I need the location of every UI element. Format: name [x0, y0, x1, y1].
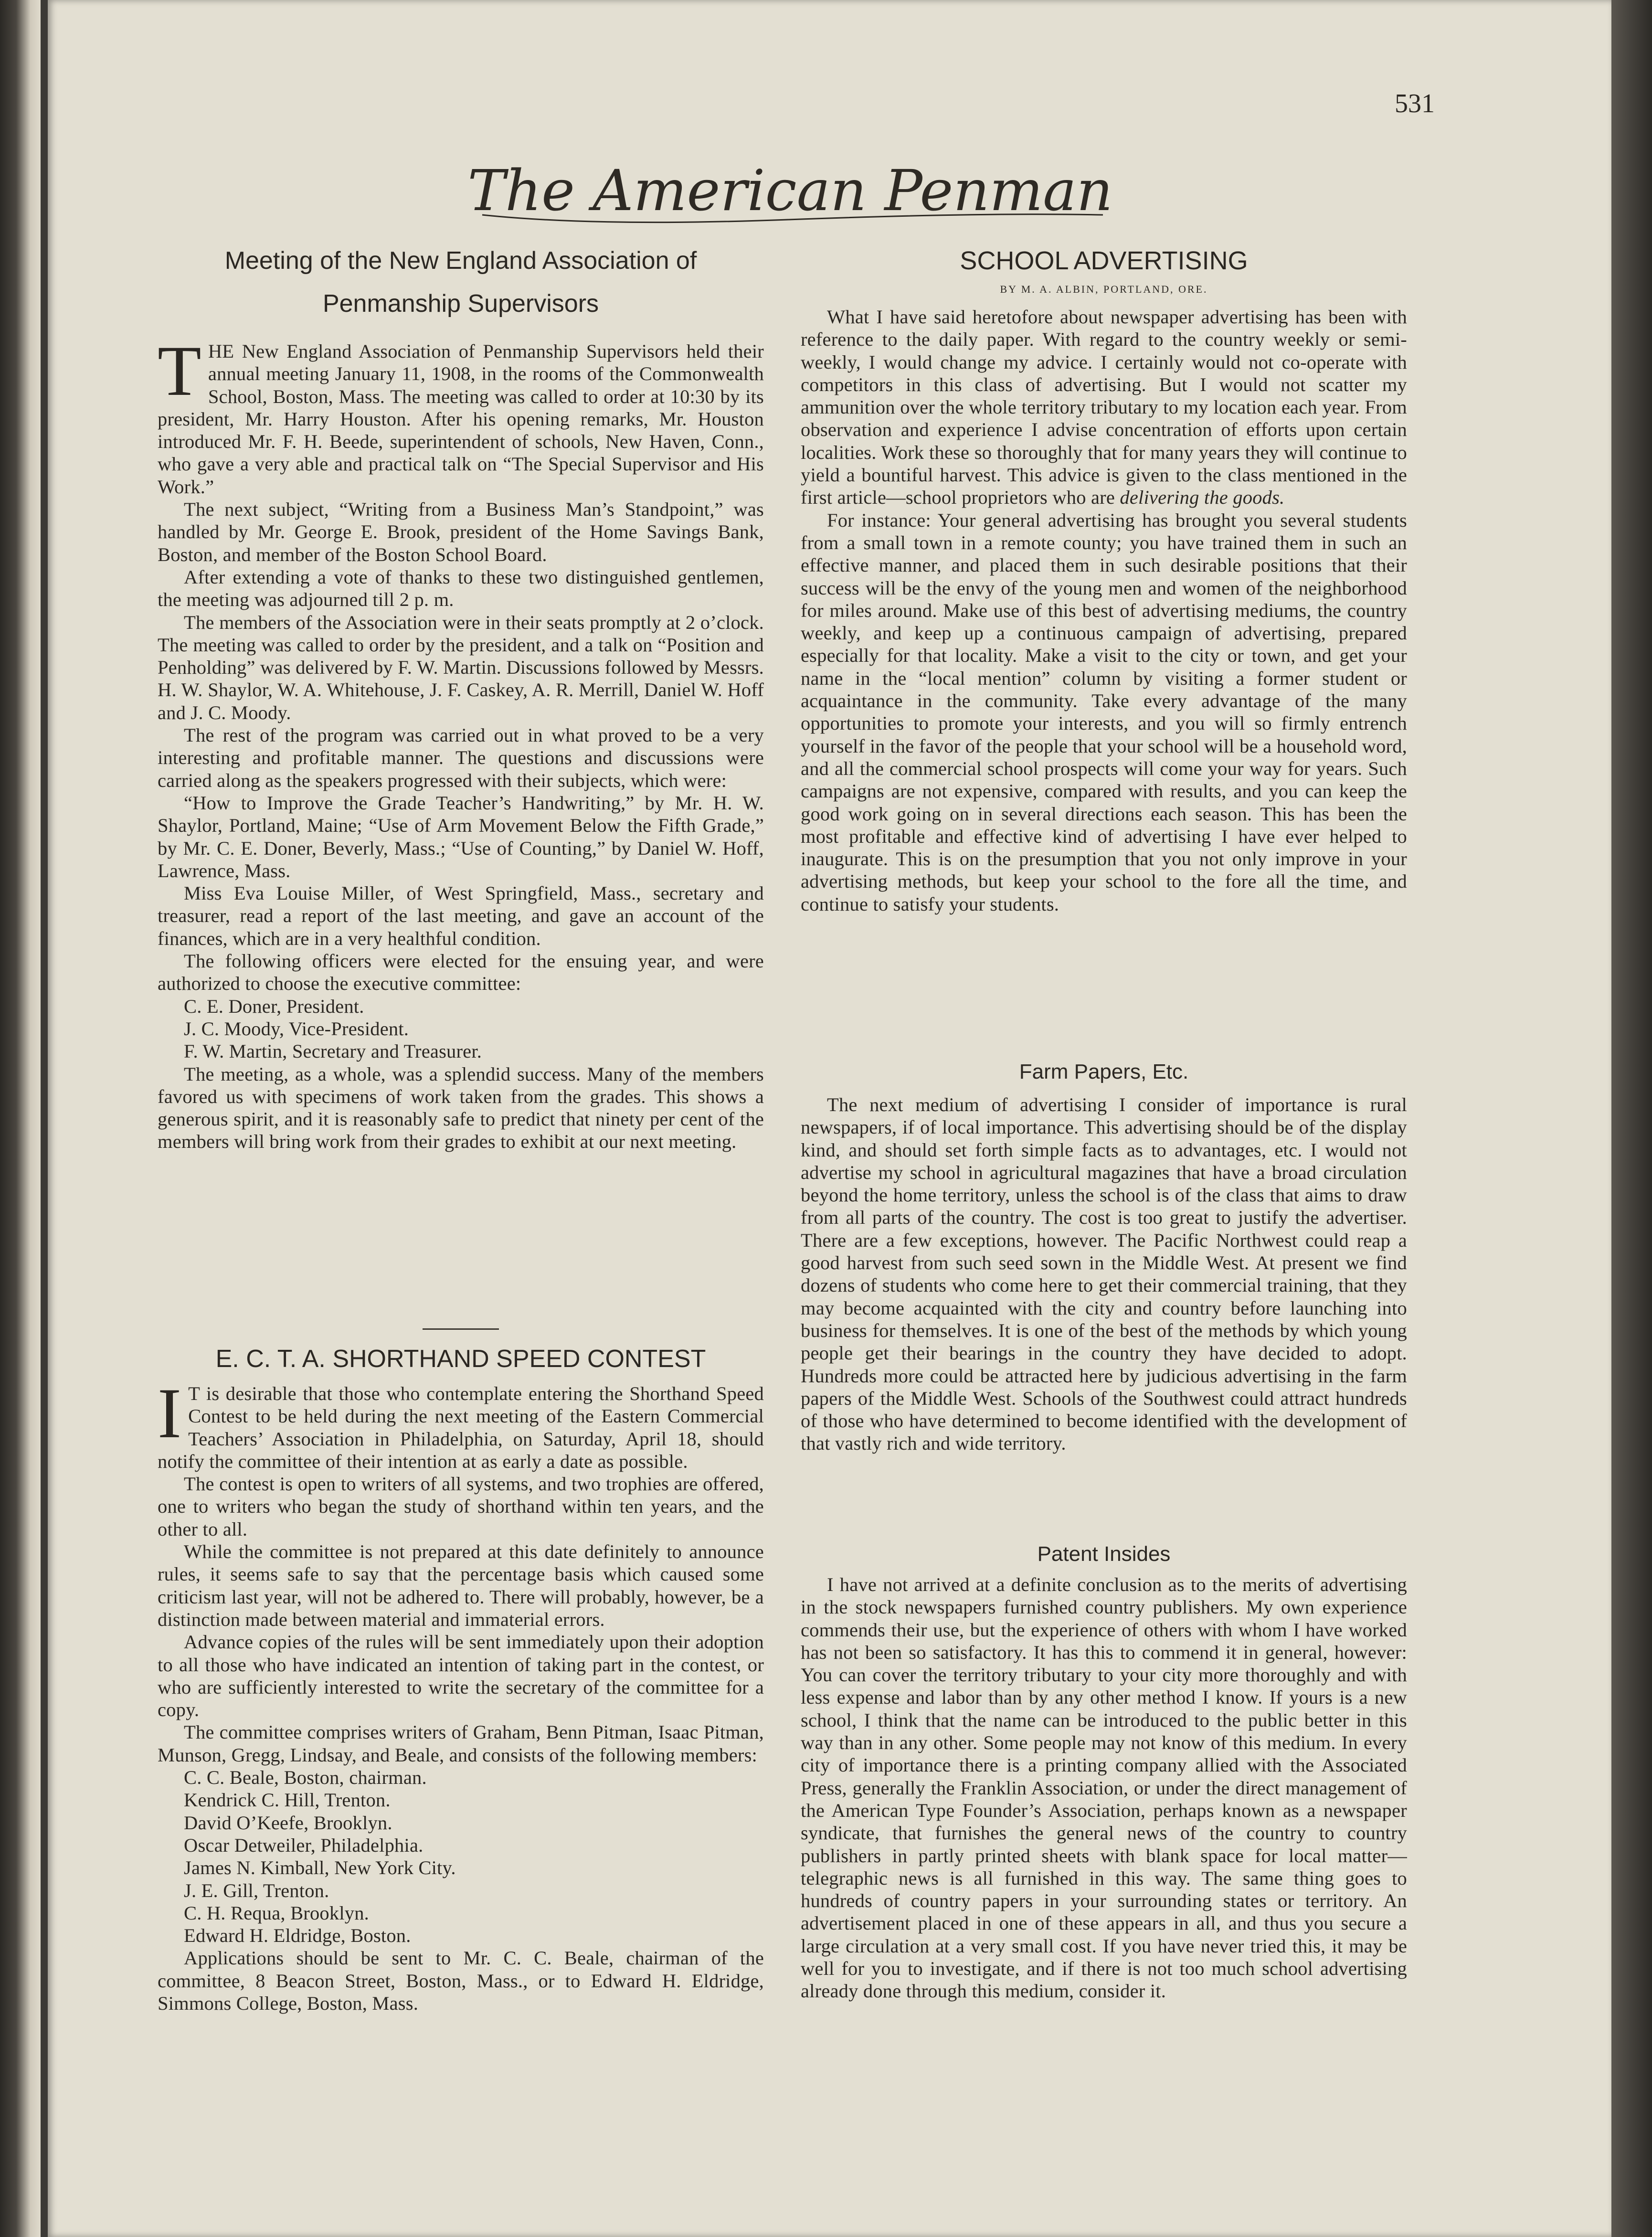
section-divider [423, 1328, 499, 1330]
paragraph: I have not arrived at a definite conclusion as to the merits of advertising in the stock newspapers furnished country publishers. My own experience commends their use, but the experience of others with whom I have worked has not been so satisfactory. It has this to commend it in general, however: You can cover the territory tributary to your city more thoroughly and with less expense and labor than by any other method I know. If yours is a new school, I think that the name can be introduced to the public better in this way than in any other. Some people may not know of this medium. In every city of importance there is a printing company allied with the Associated Press, generally the Franklin Association, or under the direct management of the American Type Founder’s Association, perhaps known as a newspaper syndicate, that furnishes the general news of the country to country publishers in partly printed sheets with blank space for local matter—telegraphic news is all furnished in this way. The same thing goes to hundreds of country papers in your surrounding states or territory. An advertisement placed in one of these appears in all, and thus you secure a large circulation at a very small cost. If you have never tried this, it may be well for you to investigate, and if there is not too much school advertising already done through this medium, consider it. [801, 1574, 1407, 2002]
section-farm-papers [801, 1093, 1407, 1455]
paragraph-text: What I have said heretofore about newspaper advertising has been with reference to the daily paper. With regard to the country weekly or semi-weekly, I would change my advice. I certainly would not co-operate with competitors in this class of advertising. But I would not scatter my ammunition over the whole territory tributary to my location each year. From observation and experience I advise concentration of efforts upon certain localities. Work these so thoroughly that for many years they will continue to yield a bountiful harvest. This advice is given to the class mentioned in the first article—school proprietors who are [801, 306, 1407, 509]
article-body-shorthand [158, 1374, 764, 2014]
paragraph: The contest is open to writers of all systems, and two trophies are offered, one to writers who began the study of shorthand within ten years, and the other to all. [158, 1473, 764, 1540]
emphasis: delivering the goods. [1120, 487, 1285, 509]
article-body-meeting [158, 331, 764, 1153]
paragraph: The committee comprises writers of Graham, Benn Pitman, Isaac Pitman, Munson, Gregg, Lindsay, and Beale, and consists of the following members: [158, 1721, 764, 1766]
background-edge [1611, 0, 1652, 2237]
paragraph: The meeting, as a whole, was a splendid success. Many of the members favored us with specimens of work taken from the grades. This shows a generous spirit, and it is reasonably safe to predict that ninety per cent of the members will bring work from their grades to exhibit at our next meeting. [158, 1063, 764, 1153]
subhead-patent-insides: Patent Insides [1037, 1542, 1171, 1566]
section-patent-insides [801, 1573, 1407, 2003]
paragraph: The next medium of advertising I consider of importance is rural newspapers, if of local importance. This advertising should be of the display kind, and should set forth simple facts as to advantages, etc. I would not advertise my school in agricultural magazines that have a broad circulation beyond the home territory, unless the school is of the class that aims to draw from all parts of the country. The cost is too great to justify the advertiser. There are a few exceptions, however. The Pacific Northwest could reap a good harvest from such seed sown in the Middle West. At present we find dozens of students who come here to get their commercial training, that they may become acquainted with the city and country before launching into business for themselves. It is one of the best of the methods by which young people get their bearings in the country they have decided to adopt. Hundreds more could be attracted here by judicious advertising in the farm papers of the Middle West. Schools of the Southwest could attract hundreds of those who have determined to become identified with the development of that vastly rich and wide territory. [801, 1094, 1407, 1454]
member-line: David O’Keefe, Brooklyn. [184, 1812, 392, 1834]
paragraph [801, 306, 1407, 509]
article-body-school-advertising [801, 306, 1407, 915]
article-title-shorthand: E. C. T. A. SHORTHAND SPEED CONTEST [215, 1345, 706, 1373]
officer-line: J. C. Moody, Vice-President. [184, 1018, 409, 1039]
article-title-meeting [158, 246, 764, 318]
paragraph: Advance copies of the rules will be sent immediately upon their adoption to all those who have indicated an intention of taking part in the contest, or who are sufficiently interested to write the secretary of the committee for a copy. [158, 1631, 764, 1721]
dropcap: T [158, 331, 201, 411]
officer-line: F. W. Martin, Secretary and Treasurer. [184, 1040, 482, 1062]
member-line: Oscar Detweiler, Philadelphia. [184, 1834, 424, 1856]
page-number: 531 [1395, 89, 1435, 118]
paragraph: T is desirable that those who contemplate entering the Shorthand Speed Contest to be held during the next meeting of the Eastern Commercial Teachers’ Association in Philadelphia, on Saturday, April 18, should notify the committee of their intention at as early a date as possible. [158, 1383, 764, 1472]
member-line: C. C. Beale, Boston, chairman. [184, 1767, 427, 1789]
book-spine-shadow [0, 0, 41, 2237]
article-title-line2: Penmanship Supervisors [322, 290, 599, 318]
paragraph: The following officers were elected for the ensuing year, and were authorized to choose the executive committee: [158, 950, 764, 995]
paragraph: The next subject, “Writing from a Business Man’s Standpoint,” was handled by Mr. George E. Brook, president of the Home Savings Bank, Boston, and member of the Boston School Board. [158, 498, 764, 565]
page [48, 0, 1611, 2237]
paragraph: After extending a vote of thanks to these two distinguished gentlemen, the meeting was adjourned till 2 p. m. [158, 566, 764, 611]
byline: BY M. A. ALBIN, PORTLAND, ORE. [1000, 283, 1208, 295]
member-line: C. H. Requa, Brooklyn. [184, 1902, 370, 1924]
paragraph: While the committee is not prepared at this date definitely to announce rules, it seems safe to say that the percentage basis which caused some criticism last year, will not be adhered to. There will probably, however, be a distinction made between material and immaterial errors. [158, 1541, 764, 1630]
masthead-title: The American Penman [467, 158, 1113, 223]
paragraph: The rest of the program was carried out in what proved to be a very interesting and profitable manner. The questions and discussions were carried along as the speakers progressed with their subjects, which were: [158, 724, 764, 791]
subhead-farm-papers: Farm Papers, Etc. [1019, 1060, 1189, 1083]
officer-line: C. E. Doner, President. [184, 995, 364, 1017]
member-line: James N. Kimball, New York City. [184, 1857, 456, 1879]
member-line: J. E. Gill, Trenton. [184, 1879, 329, 1901]
paragraph: For instance: Your general advertising has brought you several students from a small town in a remote county; you have trained them in such an effective manner, and placed them in such desirable positions that their success will be the envy of the young men and women of the neighborhood for miles around. Make use of this best of advertising mediums, the country weekly, and keep up a continuous campaign of advertising, prepared especially for that locality. Make a visit to the city or town, and get your name in the “local mention” column by visiting a former student or acquaintance in the community. Take every advantage of the many opportunities to promote your interests, and you will so firmly entrench yourself in the favor of the people that your school will be a household word, and all the commercial school prospects will come your way for years. Such campaigns are not expensive, compared with results, and you can keep the good work going on in several directions each season. This has been the most profitable and effective kind of advertising I have ever helped to inaugurate. This is on the presumption that you not only improve in your advertising methods, but keep your school to the fore all the time, and continue to satisfy your students. [801, 509, 1407, 915]
paragraph: Applications should be sent to Mr. C. C. Beale, chairman of the committee, 8 Beacon Street, Boston, Mass., or to Edward H. Eldridge, Simmons College, Boston, Mass. [158, 1947, 764, 2014]
article-title-line1: Meeting of the New England Association of [224, 247, 697, 275]
masthead-logo [454, 143, 1127, 239]
member-line: Kendrick C. Hill, Trenton. [184, 1789, 391, 1811]
member-line: Edward H. Eldridge, Boston. [184, 1925, 411, 1947]
paragraph: HE New England Association of Penmanship Supervisors held their annual meeting January 11, 1908, in the rooms of the Commonwealth School, Boston, Mass. The meeting was called to order at 10:30 by its president, Mr. Harry Houston. After his opening remarks, Mr. Houston introduced Mr. F. H. Beede, superintendent of schools, New Haven, Conn., who gave a very able and practical talk on “The Special Supervisor and His Work.” [158, 340, 764, 498]
paragraph: Miss Eva Louise Miller, of West Springfield, Mass., secretary and treasurer, read a report of the last meeting, and gave an account of the finances, which are in a very healthful condition. [158, 882, 764, 949]
article-title-school-advertising: SCHOOL ADVERTISING [960, 246, 1248, 275]
paragraph: The members of the Association were in their seats promptly at 2 o’clock. The meeting was called to order by the president, and a talk on “Position and Penholding” was delivered by F. W. Martin. Discussions followed by Messrs. H. W. Shaylor, W. A. Whitehouse, J. F. Caskey, A. R. Merrill, Daniel W. Hoff and J. C. Moody. [158, 611, 764, 723]
dropcap: I [158, 1374, 182, 1453]
paragraph: “How to Improve the Grade Teacher’s Handwriting,” by Mr. H. W. Shaylor, Portland, Maine; “Use of Arm Movement Below the Fifth Grade,” by Mr. C. E. Doner, Beverly, Mass.; “Use of Counting,” by Daniel W. Hoff, Lawrence, Mass. [158, 792, 764, 881]
